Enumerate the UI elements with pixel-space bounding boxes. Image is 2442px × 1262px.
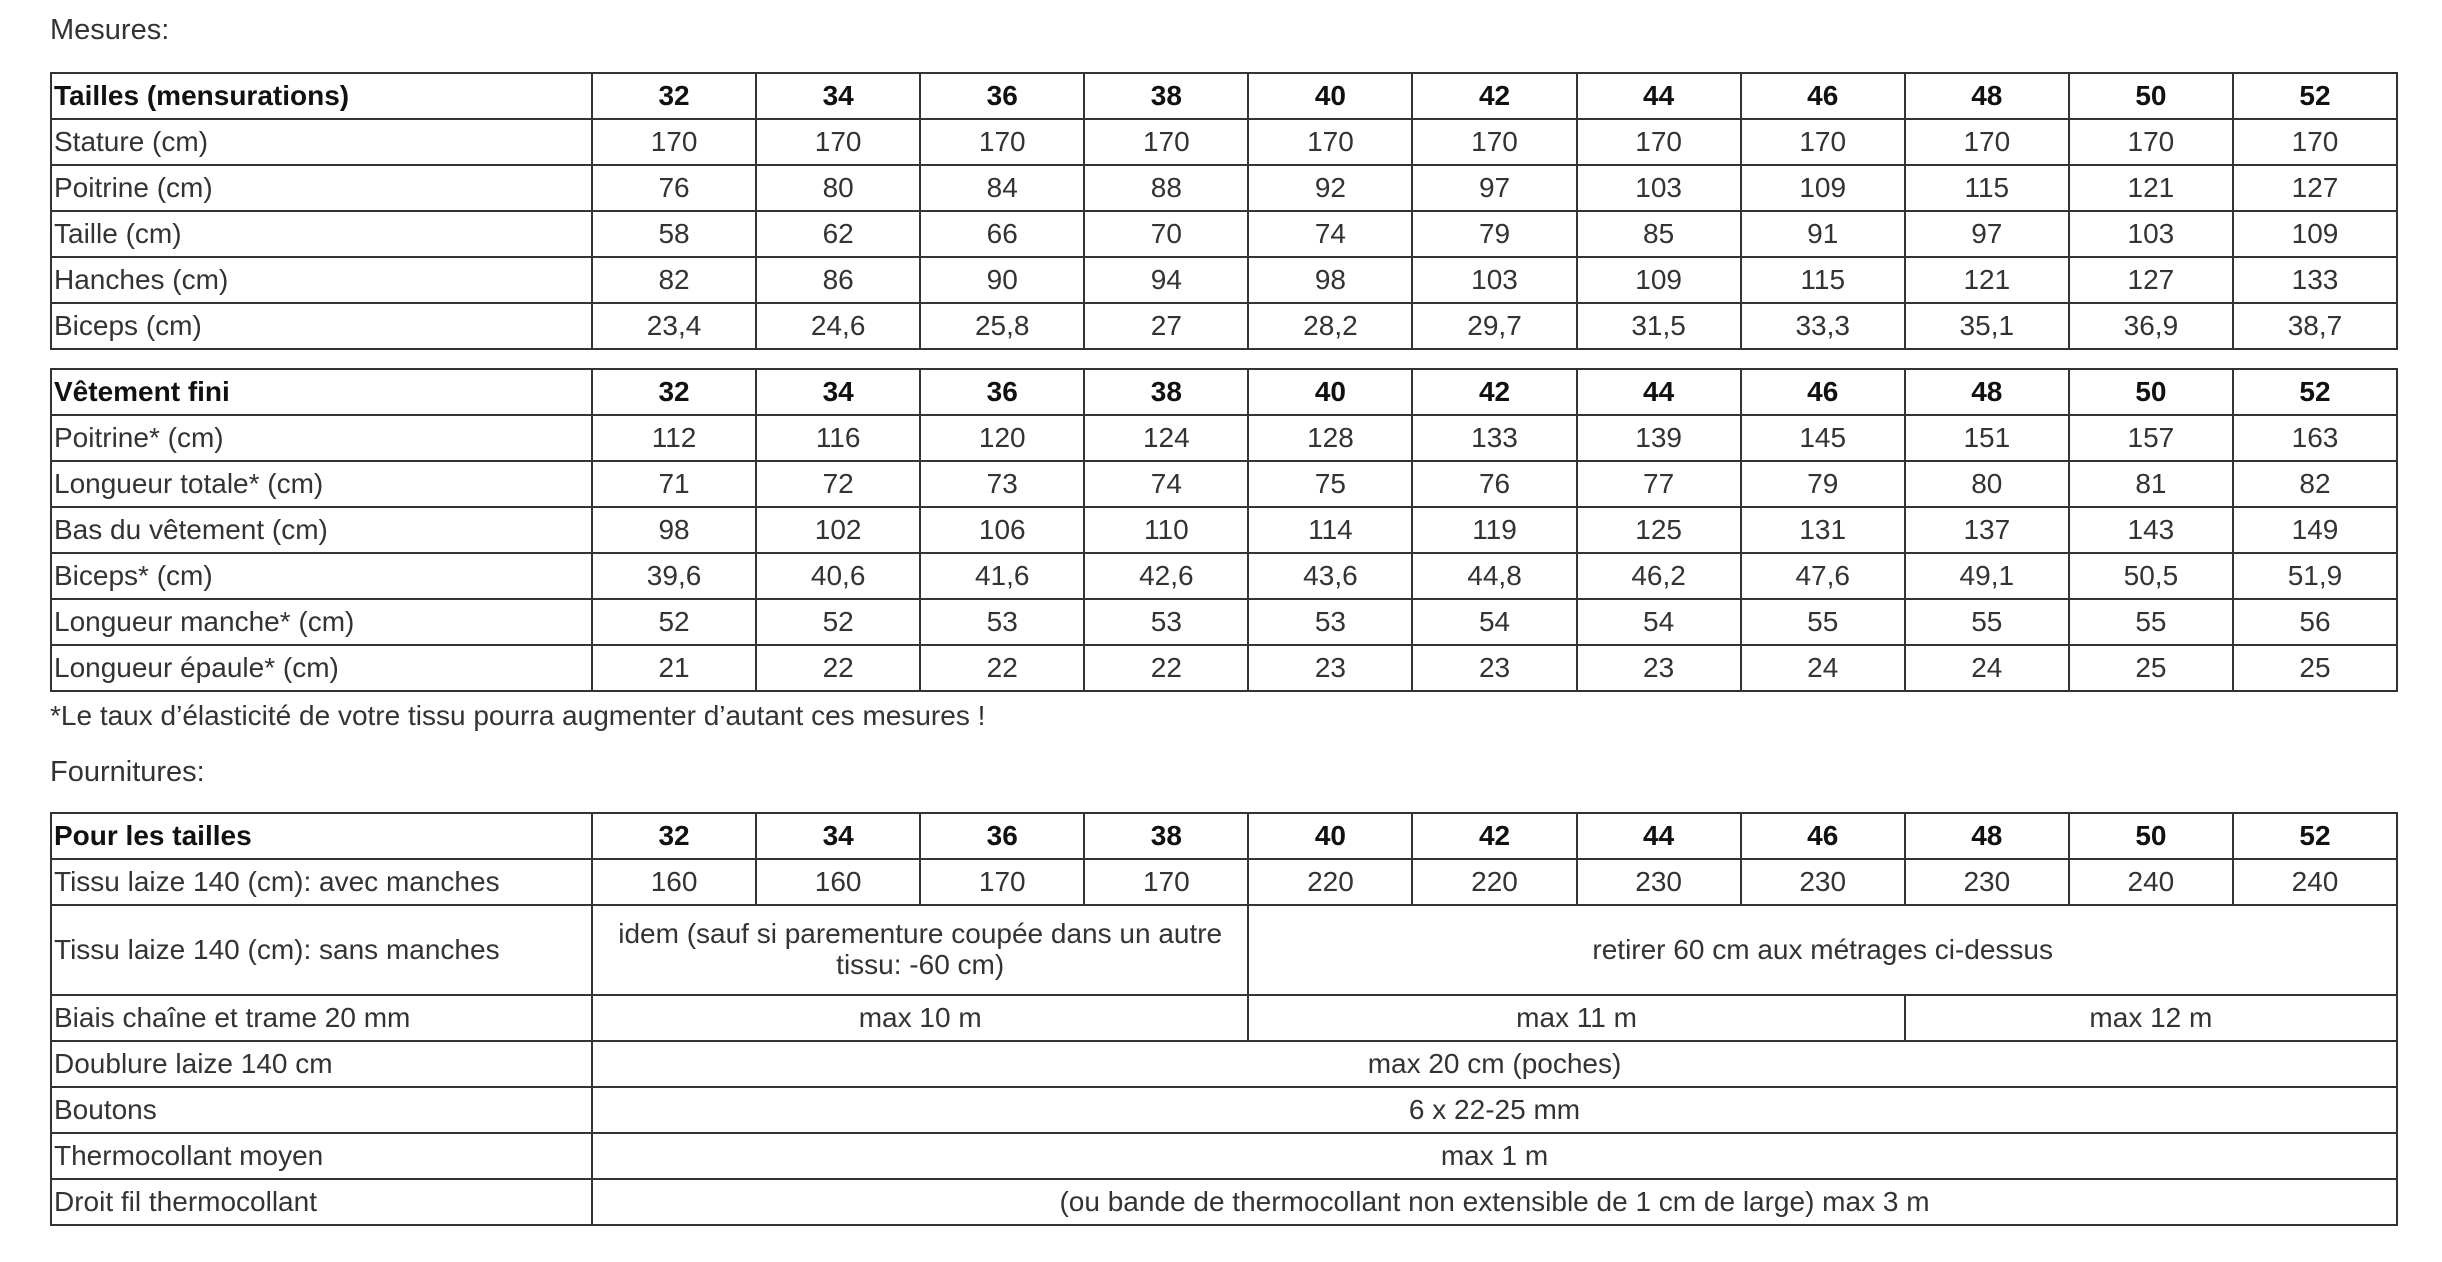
table-cell: 160: [756, 859, 920, 905]
table-cell: 22: [920, 645, 1084, 691]
row-label: Tissu laize 140 (cm): avec manches: [51, 859, 592, 905]
merged-cell: 6 x 22-25 mm: [592, 1087, 2397, 1133]
table-cell: 38,7: [2233, 303, 2397, 349]
size-header: 40: [1248, 813, 1412, 859]
table-cell: 170: [1905, 119, 2069, 165]
row-label: Longueur manche* (cm): [51, 599, 592, 645]
table-cell: 41,6: [920, 553, 1084, 599]
table-cell: 74: [1248, 211, 1412, 257]
table-cell: 145: [1741, 415, 1905, 461]
table-row: [51, 859, 2397, 905]
table-cell: 170: [920, 119, 1084, 165]
table-row: [51, 1133, 2397, 1179]
table-cell: 74: [1084, 461, 1248, 507]
table-cell: 109: [1741, 165, 1905, 211]
table-cell: 120: [920, 415, 1084, 461]
table-cell: 170: [1412, 119, 1576, 165]
table-cell: 79: [1412, 211, 1576, 257]
size-header: 46: [1741, 73, 1905, 119]
table-cell: 112: [592, 415, 756, 461]
table-cell: 116: [756, 415, 920, 461]
row-label: Stature (cm): [51, 119, 592, 165]
row-label: Doublure laize 140 cm: [51, 1041, 592, 1087]
table-cell: 46,2: [1577, 553, 1741, 599]
table-cell: 103: [2069, 211, 2233, 257]
table-cell: 220: [1248, 859, 1412, 905]
table-row: [51, 303, 2397, 349]
table-cell: 35,1: [1905, 303, 2069, 349]
merged-cell: max 11 m: [1248, 995, 1904, 1041]
size-header: 38: [1084, 369, 1248, 415]
table-cell: 124: [1084, 415, 1248, 461]
size-header: 40: [1248, 369, 1412, 415]
table-cell: 24: [1741, 645, 1905, 691]
table-cell: 109: [1577, 257, 1741, 303]
size-header: 50: [2069, 369, 2233, 415]
table-cell: 54: [1412, 599, 1576, 645]
table-cell: 40,6: [756, 553, 920, 599]
merged-cell: max 1 m: [592, 1133, 2397, 1179]
table-cell: 23: [1248, 645, 1412, 691]
size-header: 50: [2069, 813, 2233, 859]
table-cell: 79: [1741, 461, 1905, 507]
size-header: 32: [592, 813, 756, 859]
table-row: [51, 461, 2397, 507]
size-header: 44: [1577, 369, 1741, 415]
table-cell: 125: [1577, 507, 1741, 553]
table-cell: 58: [592, 211, 756, 257]
size-header: 34: [756, 813, 920, 859]
table-cell: 128: [1248, 415, 1412, 461]
table-cell: 66: [920, 211, 1084, 257]
table-cell: 88: [1084, 165, 1248, 211]
table-row: [51, 553, 2397, 599]
table-cell: 163: [2233, 415, 2397, 461]
table-cell: 85: [1577, 211, 1741, 257]
row-label: Tissu laize 140 (cm): sans manches: [51, 905, 592, 995]
row-label: Poitrine* (cm): [51, 415, 592, 461]
table-cell: 170: [1084, 859, 1248, 905]
header-label: Tailles (mensurations): [51, 73, 592, 119]
table-cell: 75: [1248, 461, 1412, 507]
table-cell: 52: [756, 599, 920, 645]
size-header: 38: [1084, 73, 1248, 119]
row-label: Biais chaîne et trame 20 mm: [51, 995, 592, 1041]
table-cell: 170: [756, 119, 920, 165]
table-cell: 21: [592, 645, 756, 691]
merged-cell: max 20 cm (poches): [592, 1041, 2397, 1087]
table-cell: 143: [2069, 507, 2233, 553]
size-header: 42: [1412, 813, 1576, 859]
table-cell: 127: [2069, 257, 2233, 303]
table-cell: 157: [2069, 415, 2233, 461]
body-measurements-table: [50, 72, 2398, 350]
table-cell: 27: [1084, 303, 1248, 349]
table-cell: 22: [1084, 645, 1248, 691]
table-cell: 73: [920, 461, 1084, 507]
table-cell: 54: [1577, 599, 1741, 645]
table-cell: 137: [1905, 507, 2069, 553]
size-header: 32: [592, 369, 756, 415]
table-cell: 139: [1577, 415, 1741, 461]
table-cell: 23: [1577, 645, 1741, 691]
table-cell: 97: [1905, 211, 2069, 257]
size-header: 38: [1084, 813, 1248, 859]
size-header: 36: [920, 369, 1084, 415]
table-cell: 220: [1412, 859, 1576, 905]
size-header: 52: [2233, 369, 2397, 415]
table-cell: 71: [592, 461, 756, 507]
size-header: 36: [920, 813, 1084, 859]
fournitures-label: Fournitures:: [50, 756, 205, 788]
elasticity-note: *Le taux d’élasticité de votre tissu pourra augmenter d’autant ces mesures !: [50, 700, 986, 731]
row-label: Boutons: [51, 1087, 592, 1133]
table-cell: 55: [1905, 599, 2069, 645]
table-cell: 70: [1084, 211, 1248, 257]
table-cell: 51,9: [2233, 553, 2397, 599]
table-cell: 109: [2233, 211, 2397, 257]
table-cell: 25: [2069, 645, 2233, 691]
table-row: [51, 257, 2397, 303]
table-cell: 170: [2069, 119, 2233, 165]
table-cell: 33,3: [1741, 303, 1905, 349]
header-row: [51, 369, 2397, 415]
mesures-label: Mesures:: [50, 14, 170, 46]
table-cell: 119: [1412, 507, 1576, 553]
row-label: Biceps (cm): [51, 303, 592, 349]
table-cell: 131: [1741, 507, 1905, 553]
table-cell: 36,9: [2069, 303, 2233, 349]
size-header: 48: [1905, 73, 2069, 119]
table-cell: 39,6: [592, 553, 756, 599]
table-cell: 49,1: [1905, 553, 2069, 599]
table-row: [51, 995, 2397, 1041]
table-cell: 24: [1905, 645, 2069, 691]
table-cell: 114: [1248, 507, 1412, 553]
finished-garment-table: [50, 368, 2398, 692]
table-cell: 23: [1412, 645, 1576, 691]
table-cell: 133: [2233, 257, 2397, 303]
table-cell: 127: [2233, 165, 2397, 211]
table-row: [51, 1087, 2397, 1133]
table-cell: 81: [2069, 461, 2233, 507]
table-cell: 53: [1084, 599, 1248, 645]
size-header: 52: [2233, 813, 2397, 859]
row-label: Droit fil thermocollant: [51, 1179, 592, 1225]
table-cell: 43,6: [1248, 553, 1412, 599]
header-row: [51, 73, 2397, 119]
row-label: Hanches (cm): [51, 257, 592, 303]
table-cell: 80: [756, 165, 920, 211]
table-cell: 52: [592, 599, 756, 645]
table-cell: 170: [1741, 119, 1905, 165]
table-cell: 91: [1741, 211, 1905, 257]
table-cell: 24,6: [756, 303, 920, 349]
row-label: Poitrine (cm): [51, 165, 592, 211]
row-label: Longueur épaule* (cm): [51, 645, 592, 691]
table-cell: 230: [1741, 859, 1905, 905]
supplies-header-row: [51, 813, 2397, 859]
table-cell: 102: [756, 507, 920, 553]
table-cell: 115: [1741, 257, 1905, 303]
merged-cell: max 10 m: [592, 995, 1248, 1041]
merged-cell: idem (sauf si parementure coupée dans un autre tissu: -60 cm): [592, 905, 1248, 995]
size-header: 34: [756, 73, 920, 119]
table-cell: 77: [1577, 461, 1741, 507]
table-cell: 80: [1905, 461, 2069, 507]
table-cell: 55: [1741, 599, 1905, 645]
table-cell: 62: [756, 211, 920, 257]
table-cell: 170: [1577, 119, 1741, 165]
size-header: 52: [2233, 73, 2397, 119]
table-cell: 90: [920, 257, 1084, 303]
table-cell: 94: [1084, 257, 1248, 303]
table-cell: 23,4: [592, 303, 756, 349]
table-cell: 50,5: [2069, 553, 2233, 599]
table-row: [51, 599, 2397, 645]
size-header: 34: [756, 369, 920, 415]
table-cell: 240: [2233, 859, 2397, 905]
table-row: [51, 905, 2397, 995]
table-cell: 170: [1248, 119, 1412, 165]
table-cell: 82: [2233, 461, 2397, 507]
size-header: 48: [1905, 813, 2069, 859]
table-row: [51, 1041, 2397, 1087]
row-label: Longueur totale* (cm): [51, 461, 592, 507]
table-row: [51, 645, 2397, 691]
table-cell: 92: [1248, 165, 1412, 211]
table-cell: 149: [2233, 507, 2397, 553]
table-cell: 25: [2233, 645, 2397, 691]
table-cell: 103: [1412, 257, 1576, 303]
size-header: 36: [920, 73, 1084, 119]
merged-cell: max 12 m: [1905, 995, 2397, 1041]
size-header: 32: [592, 73, 756, 119]
table-cell: 53: [1248, 599, 1412, 645]
table-row: [51, 1179, 2397, 1225]
table-cell: 106: [920, 507, 1084, 553]
table-cell: 76: [1412, 461, 1576, 507]
table-cell: 76: [592, 165, 756, 211]
header-label: Vêtement fini: [51, 369, 592, 415]
table-cell: 55: [2069, 599, 2233, 645]
table-cell: 82: [592, 257, 756, 303]
table-cell: 240: [2069, 859, 2233, 905]
table-cell: 98: [1248, 257, 1412, 303]
table-row: [51, 415, 2397, 461]
table-cell: 151: [1905, 415, 2069, 461]
size-header: 46: [1741, 369, 1905, 415]
merged-cell: (ou bande de thermocollant non extensible de 1 cm de large) max 3 m: [592, 1179, 2397, 1225]
table-cell: 31,5: [1577, 303, 1741, 349]
table-cell: 22: [756, 645, 920, 691]
row-label: Thermocollant moyen: [51, 1133, 592, 1179]
table-cell: 121: [2069, 165, 2233, 211]
table-cell: 84: [920, 165, 1084, 211]
table-cell: 72: [756, 461, 920, 507]
table-row: [51, 211, 2397, 257]
table-cell: 170: [920, 859, 1084, 905]
table-row: [51, 165, 2397, 211]
table-cell: 25,8: [920, 303, 1084, 349]
size-header: 44: [1577, 813, 1741, 859]
table-cell: 110: [1084, 507, 1248, 553]
supplies-header-label: Pour les tailles: [51, 813, 592, 859]
table-cell: 98: [592, 507, 756, 553]
table-cell: 170: [2233, 119, 2397, 165]
table-cell: 115: [1905, 165, 2069, 211]
table-cell: 170: [1084, 119, 1248, 165]
size-header: 50: [2069, 73, 2233, 119]
table-cell: 230: [1577, 859, 1741, 905]
table-row: [51, 507, 2397, 553]
table-cell: 53: [920, 599, 1084, 645]
supplies-table: [50, 812, 2398, 1226]
table-cell: 29,7: [1412, 303, 1576, 349]
size-header: 42: [1412, 73, 1576, 119]
merged-cell: retirer 60 cm aux métrages ci-dessus: [1248, 905, 2397, 995]
table-cell: 47,6: [1741, 553, 1905, 599]
table-cell: 97: [1412, 165, 1576, 211]
table-cell: 42,6: [1084, 553, 1248, 599]
row-label: Bas du vêtement (cm): [51, 507, 592, 553]
table-cell: 56: [2233, 599, 2397, 645]
table-cell: 44,8: [1412, 553, 1576, 599]
table-cell: 28,2: [1248, 303, 1412, 349]
size-header: 44: [1577, 73, 1741, 119]
size-header: 46: [1741, 813, 1905, 859]
size-header: 40: [1248, 73, 1412, 119]
table-cell: 86: [756, 257, 920, 303]
table-cell: 230: [1905, 859, 2069, 905]
table-cell: 170: [592, 119, 756, 165]
row-label: Taille (cm): [51, 211, 592, 257]
table-cell: 133: [1412, 415, 1576, 461]
row-label: Biceps* (cm): [51, 553, 592, 599]
size-header: 48: [1905, 369, 2069, 415]
size-header: 42: [1412, 369, 1576, 415]
table-cell: 121: [1905, 257, 2069, 303]
table-cell: 103: [1577, 165, 1741, 211]
table-cell: 160: [592, 859, 756, 905]
table-row: [51, 119, 2397, 165]
